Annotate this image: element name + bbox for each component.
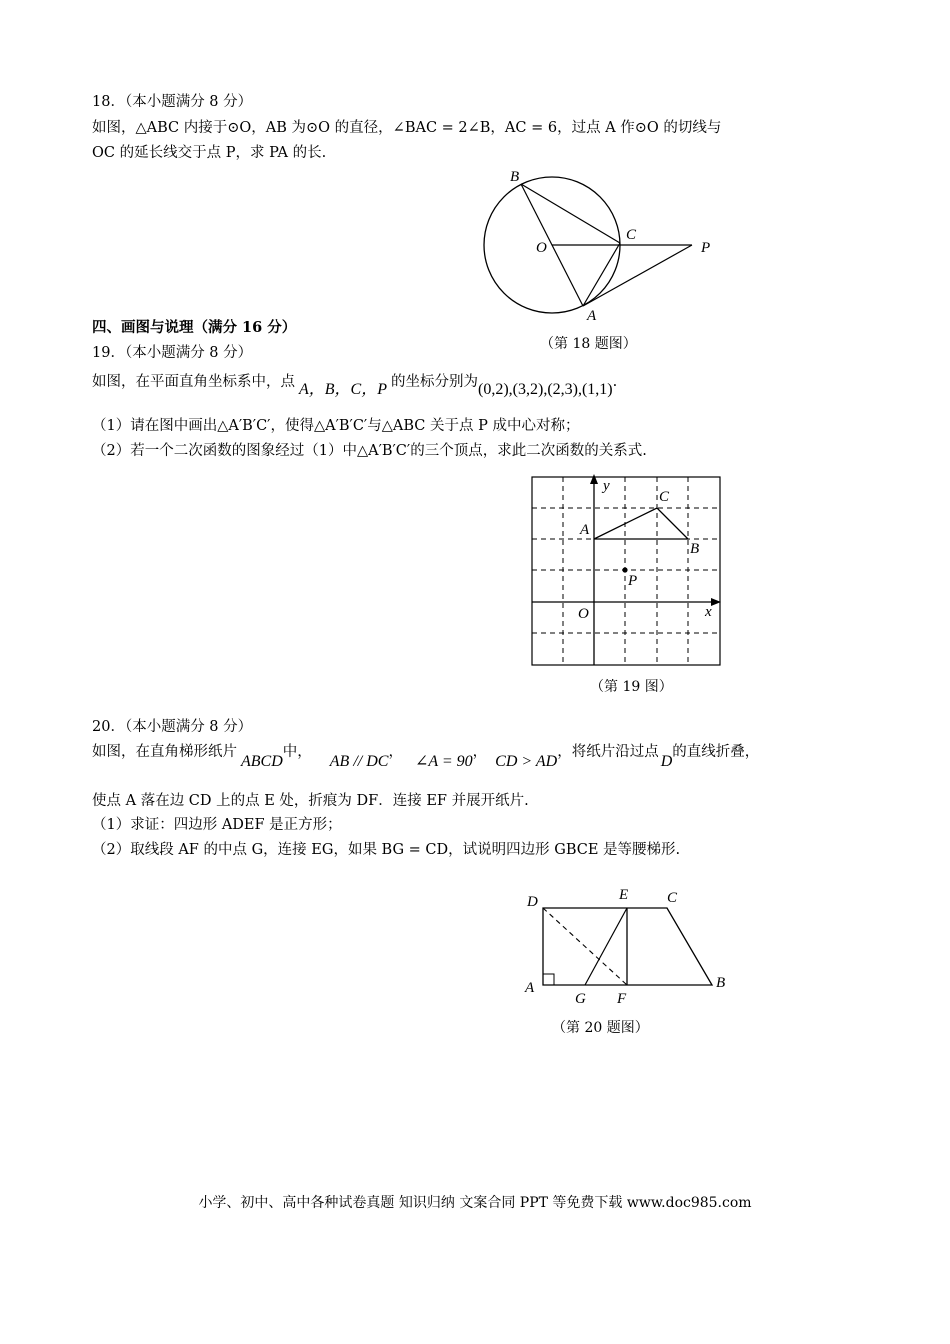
q20-text-line-2: 使点 A 落在边 CD 上的点 E 处，折痕为 DF．连接 EF 并展开纸片.	[92, 793, 529, 809]
q19-text-line-1	[92, 372, 618, 398]
q18-text-line-1: 如图，△ABC 内接于⊙O，AB 为⊙O 的直径，∠BAC = 2∠B，AC = 6，过点 A 作⊙O 的切线与	[92, 120, 722, 136]
q19-coordinate-grid	[525, 470, 730, 675]
triangle-abc	[594, 508, 688, 539]
right-angle-mark	[543, 974, 554, 985]
q18-text-line-2: OC 的延长线交于点 P，求 PA 的长.	[92, 145, 327, 161]
y-axis-arrow	[590, 474, 598, 484]
q19-points: A，B，C，P	[299, 381, 387, 398]
q20-text-line-1	[92, 742, 760, 770]
q19-subquestion-1: （1）请在图中画出△A′B′C′，使得△A′B′C′与△ABC 关于点 P 成中心对称；	[92, 418, 580, 434]
q20-abcd: ABCD	[241, 753, 283, 770]
label-y: y	[603, 478, 610, 494]
q20-intro-2: 中，	[282, 744, 312, 760]
q19-intro-2: 的坐标分别为	[391, 374, 478, 390]
q20-caption: （第 20 题图）	[552, 1020, 649, 1036]
q19-subquestion-2: （2）若一个二次函数的图象经过（1）中△A′B′C′的三个顶点，求此二次函数的关系式.	[92, 443, 647, 459]
q19-caption: （第 19 图）	[590, 679, 673, 695]
label-p: P	[701, 240, 711, 256]
q18-caption: （第 18 题图）	[540, 336, 637, 352]
label-b: B	[690, 541, 700, 557]
q20-intro-4: 的直线折叠，	[672, 744, 760, 760]
label-f: F	[617, 991, 627, 1007]
q20-cond-angle: ∠A = 90	[414, 753, 473, 770]
fold-crease-df	[543, 908, 627, 985]
segment-ca	[583, 243, 620, 306]
label-b: B	[716, 975, 726, 991]
q19-coordinates: (0,2),(3,2),(2,3),(1,1)	[478, 381, 613, 398]
label-o: O	[578, 606, 589, 622]
q20-trapezoid-figure	[515, 880, 745, 1010]
q20-point-d: D	[660, 753, 673, 770]
label-x: x	[705, 604, 712, 620]
label-p: P	[628, 573, 638, 589]
q20-intro-3: ，将纸片沿过点	[557, 744, 659, 760]
q19-period: .	[612, 374, 618, 390]
label-c: C	[667, 890, 678, 906]
q20-cond-parallel: AB // DC	[329, 753, 389, 770]
label-o: O	[536, 240, 547, 256]
q18-circle-figure	[470, 165, 730, 325]
label-g: G	[575, 991, 586, 1007]
q18-header: 18．（本小题满分 8 分）	[92, 94, 253, 110]
q20-subquestion-1: （1）求证：四边形 ADEF 是正方形；	[92, 817, 342, 833]
segment-eg	[585, 908, 627, 985]
q20-comma-2: ，	[472, 744, 488, 760]
q20-comma-1: ，	[388, 744, 403, 760]
label-b: B	[510, 169, 520, 185]
q19-intro: 如图，在平面直角坐标系中，点	[92, 374, 295, 390]
page-footer: 小学、初中、高中各种试卷真题 知识归纳 文案合同 PPT 等免费下载 www.doc985.com	[198, 1195, 752, 1211]
q20-intro: 如图，在直角梯形纸片	[92, 744, 237, 760]
label-a: A	[525, 980, 535, 996]
section-4-heading: 四、画图与说理（满分 16 分）	[92, 319, 297, 336]
label-a: A	[587, 308, 597, 324]
label-d: D	[527, 894, 538, 910]
label-c: C	[626, 227, 637, 243]
q20-cond-inequality: CD > AD	[495, 753, 558, 770]
q20-header: 20．（本小题满分 8 分）	[92, 719, 253, 735]
q20-subquestion-2: （2）取线段 AF 的中点 G，连接 EG，如果 BG = CD，试说明四边形 GBCE 是等腰梯形.	[92, 842, 681, 858]
q19-header: 19．（本小题满分 8 分）	[92, 345, 253, 361]
tangent-ap	[583, 245, 692, 306]
label-a: A	[580, 522, 590, 538]
label-c: C	[659, 489, 670, 505]
point-p	[622, 567, 627, 572]
label-e: E	[619, 887, 629, 903]
